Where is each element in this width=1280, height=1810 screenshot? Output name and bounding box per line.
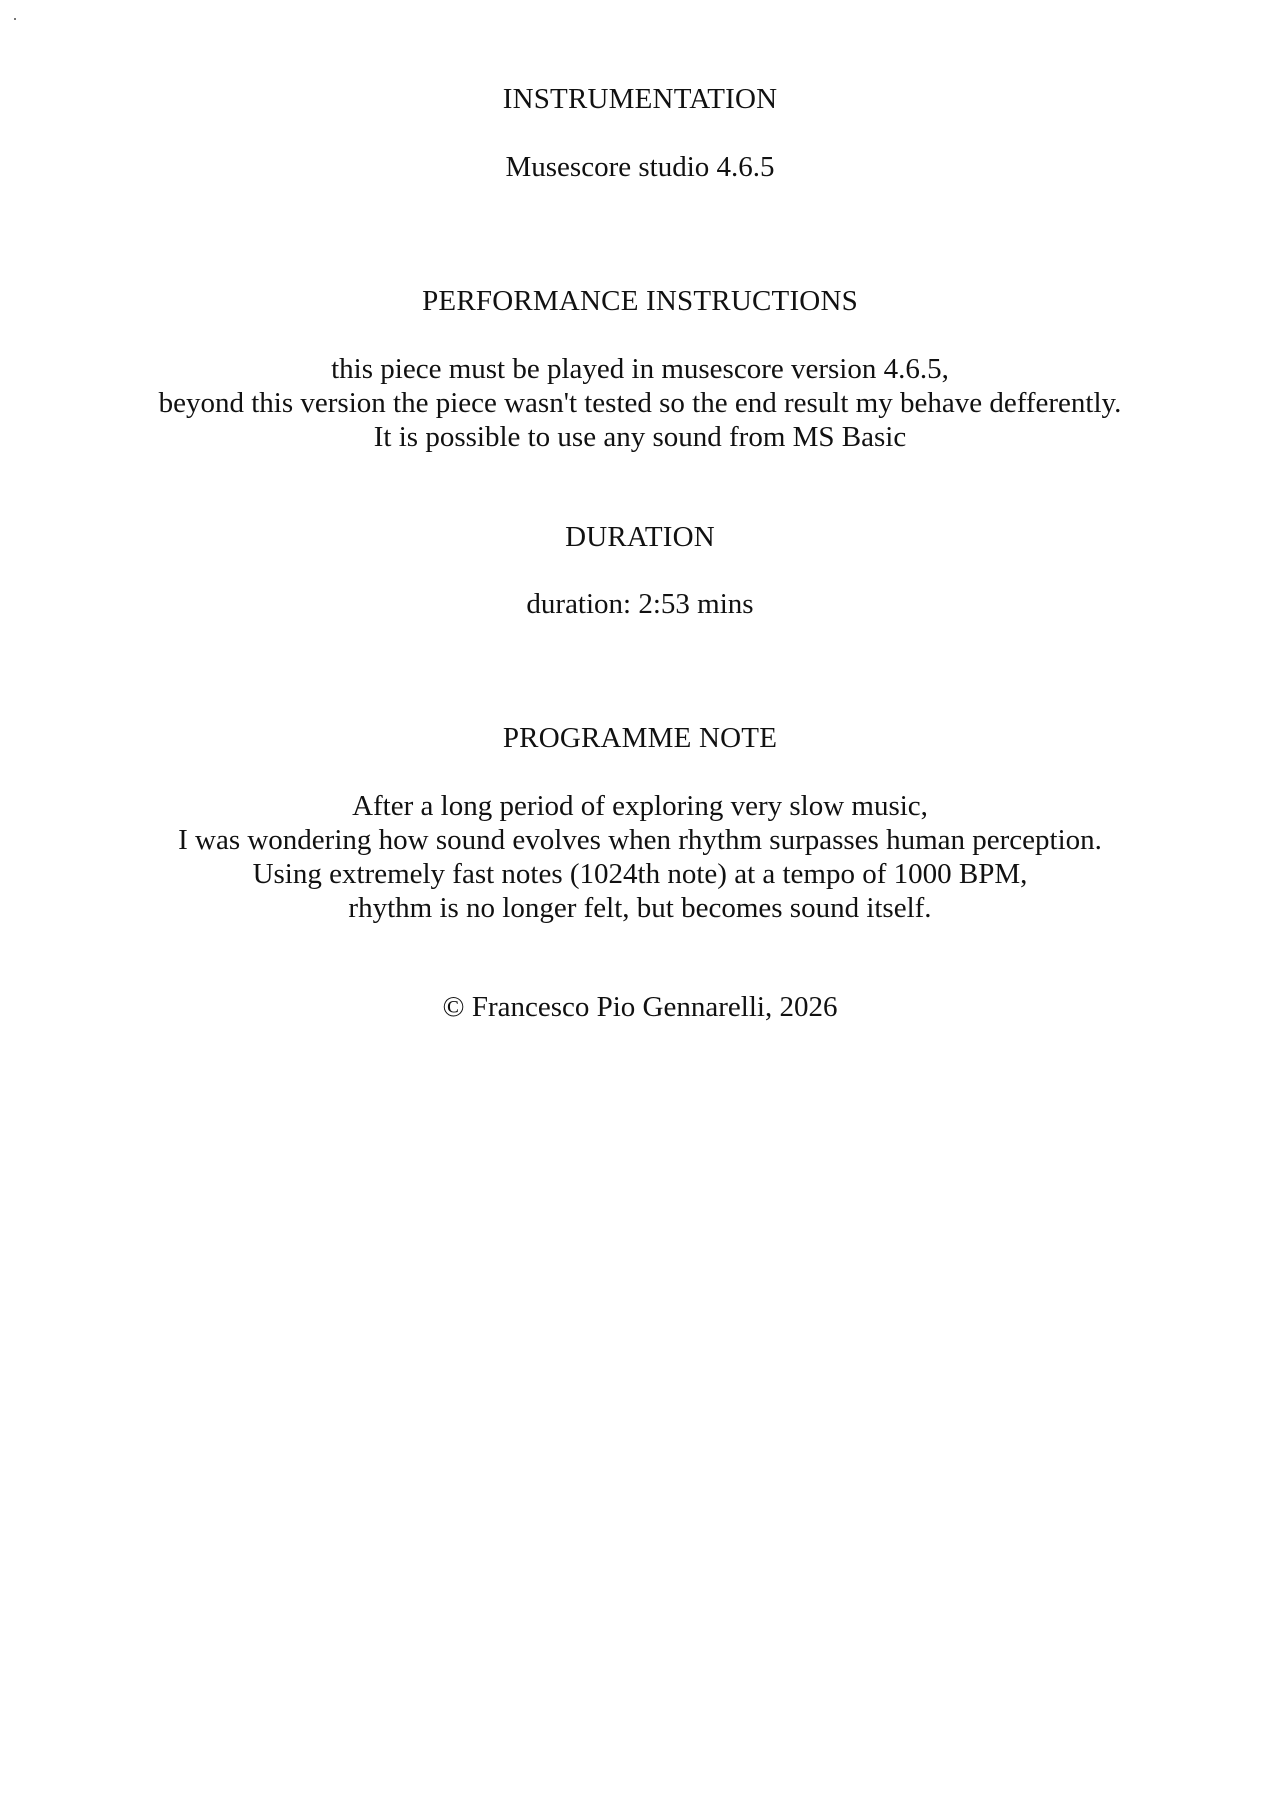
programme-line: After a long period of exploring very slow music,	[352, 790, 928, 822]
programme-heading: PROGRAMME NOTE	[502, 722, 778, 754]
copyright-notice: © Francesco Pio Gennarelli, 2026	[442, 991, 838, 1023]
page-mark-dot	[14, 18, 16, 20]
instrumentation-heading: INSTRUMENTATION	[502, 83, 778, 115]
programme-line: Using extremely fast notes (1024th note) at a tempo of 1000 BPM,	[252, 858, 1028, 890]
duration-line: duration: 2:53 mins	[526, 588, 754, 620]
duration-heading: DURATION	[565, 521, 715, 553]
performance-line: beyond this version the piece wasn't tested so the end result my behave defferently.	[158, 387, 1122, 419]
programme-line: I was wondering how sound evolves when rhythm surpasses human perception.	[178, 824, 1102, 856]
performance-heading: PERFORMANCE INSTRUCTIONS	[422, 285, 858, 317]
performance-line: this piece must be played in musescore version 4.6.5,	[331, 353, 949, 385]
performance-line: It is possible to use any sound from MS Basic	[373, 421, 907, 453]
programme-text	[0, 789, 1280, 925]
duration-text	[0, 587, 1280, 621]
instrumentation-text	[0, 150, 1280, 184]
instrumentation-line: Musescore studio 4.6.5	[505, 151, 775, 183]
performance-text	[0, 352, 1280, 454]
programme-line: rhythm is no longer felt, but becomes sound itself.	[348, 892, 932, 924]
